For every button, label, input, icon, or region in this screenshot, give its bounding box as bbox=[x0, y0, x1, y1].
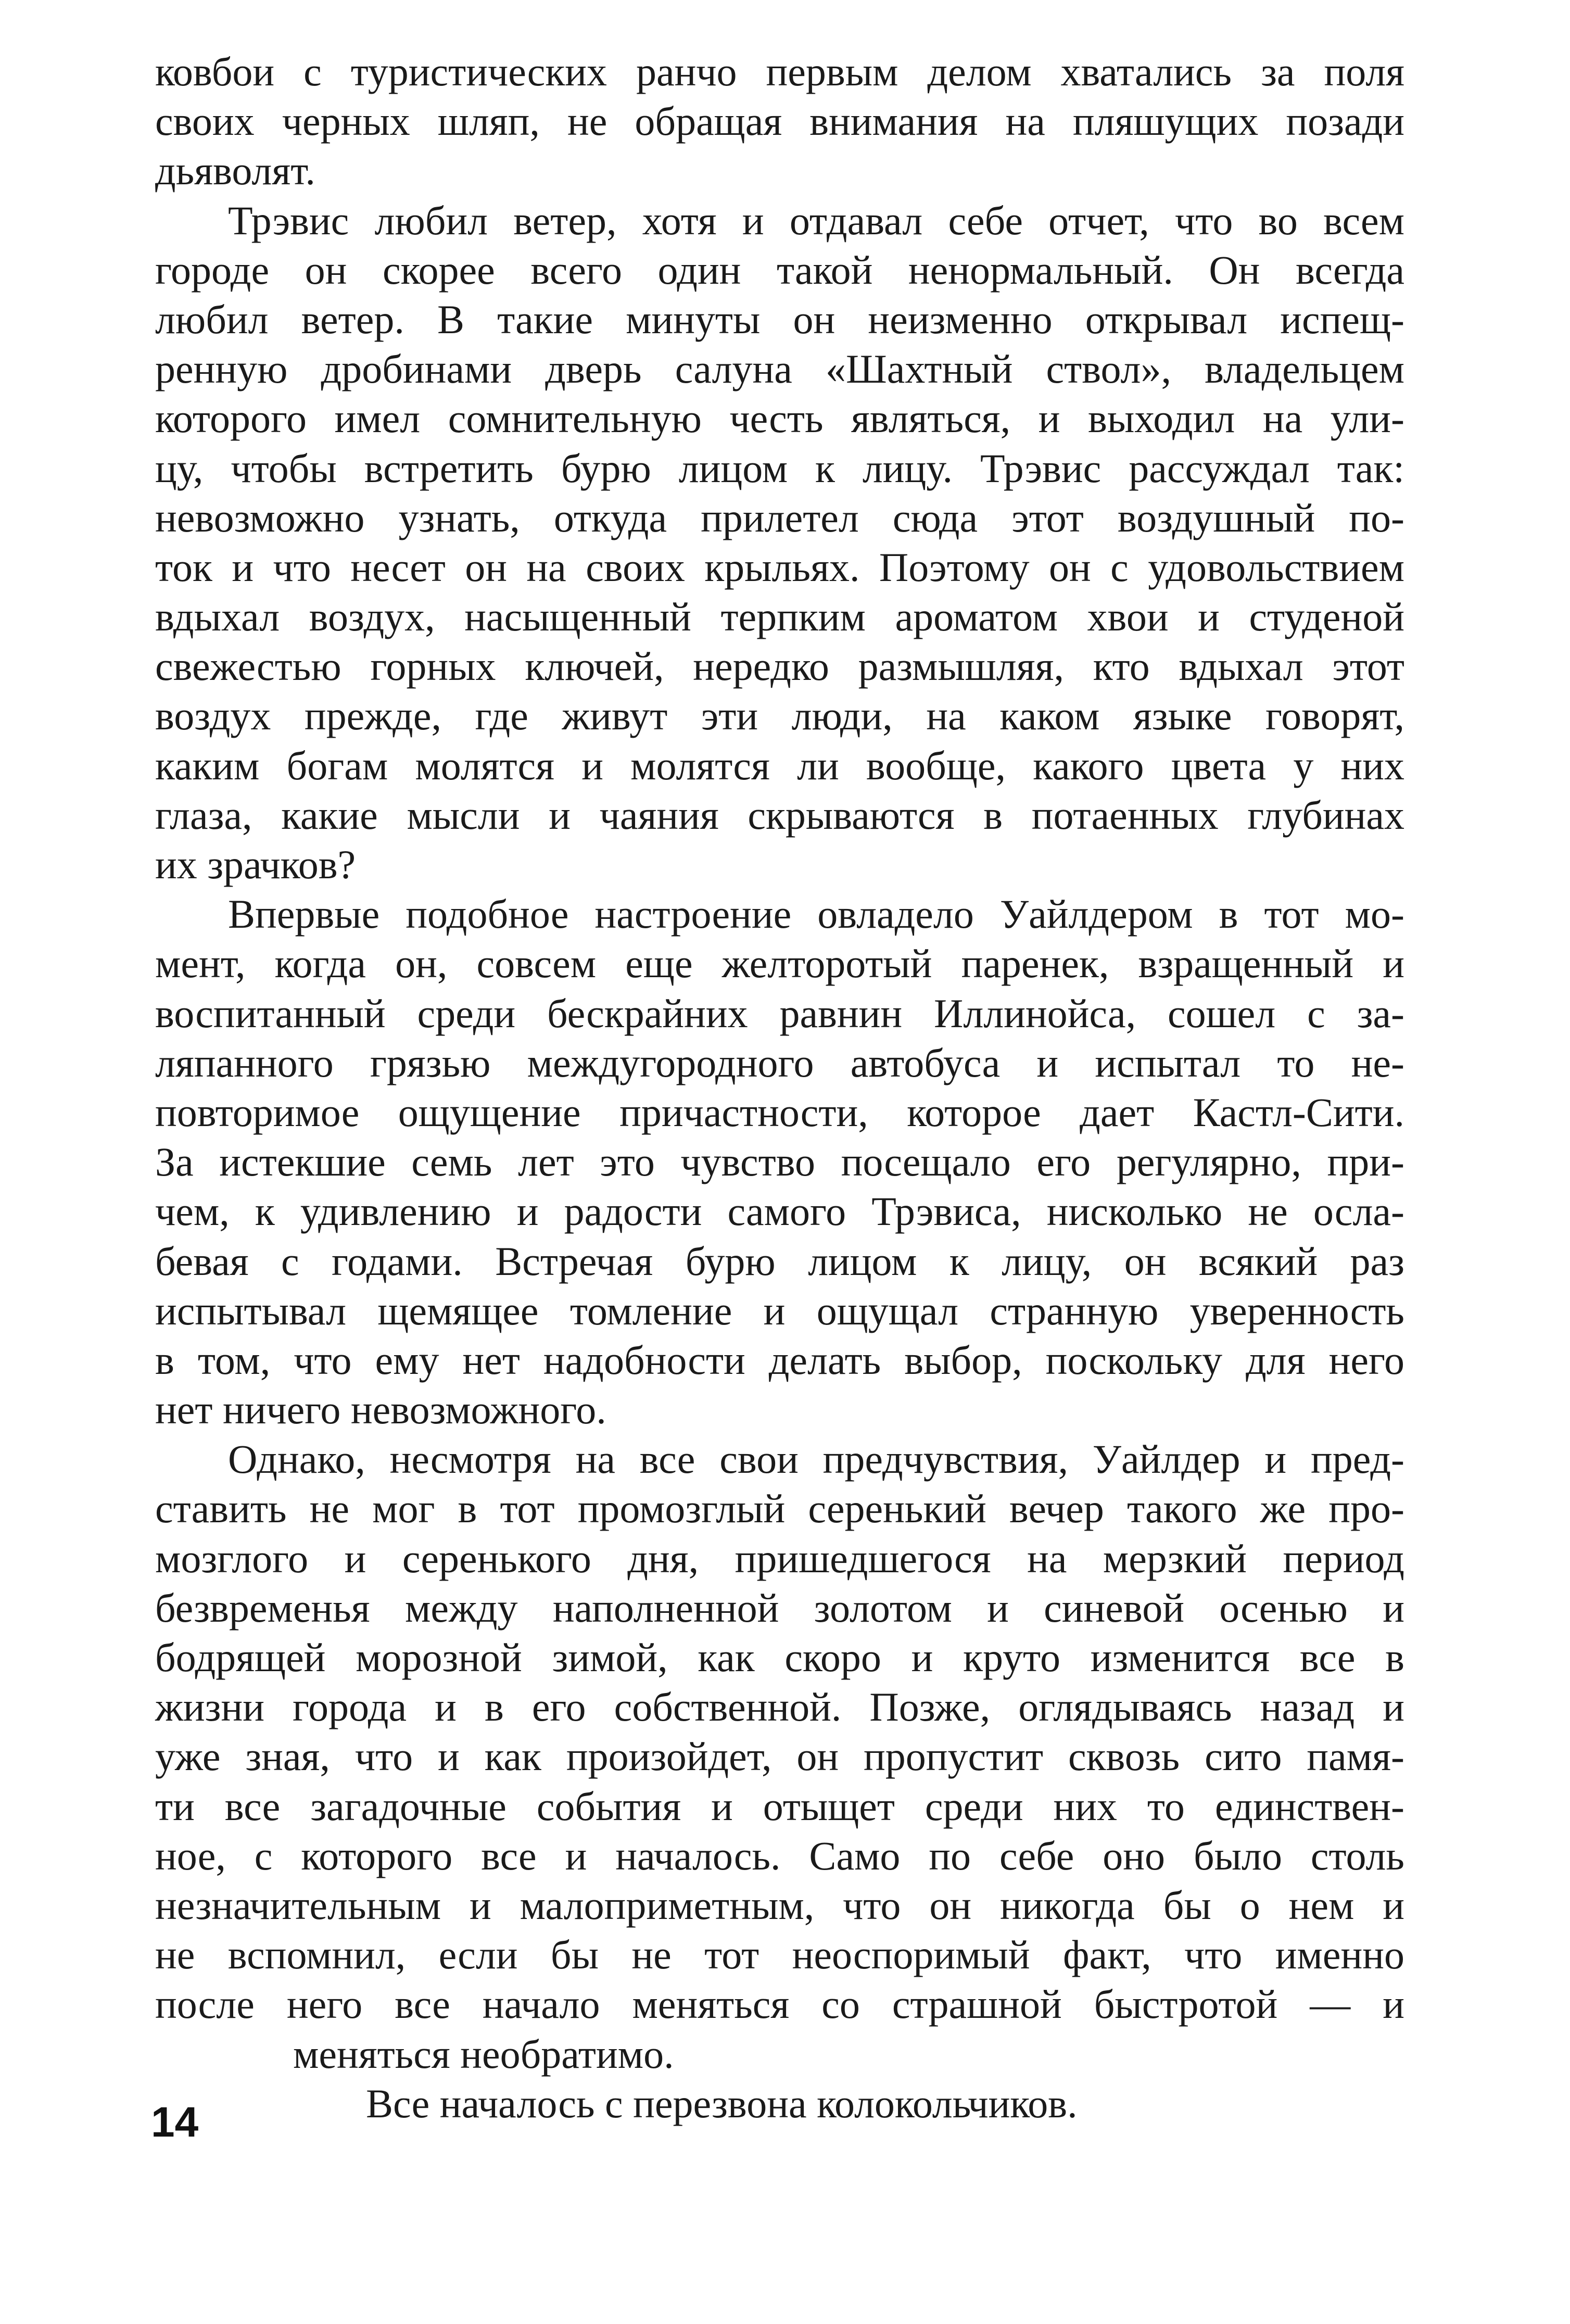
text-line: невозможно узнать, откуда прилетел сюда этот воздушный по- bbox=[155, 495, 1404, 540]
text-line: воспитанный среди бескрайних равнин Иллинойса, сошел с за- bbox=[155, 990, 1404, 1036]
text-line: Трэвис любил ветер, хотя и отдавал себе отчет, что во всем bbox=[228, 197, 1404, 243]
text-line: Впервые подобное настроение овладело Уайлдером в тот мо- bbox=[228, 891, 1404, 937]
text-line: незначительным и малоприметным, что он никогда бы о нем и bbox=[155, 1882, 1404, 1928]
text-line: безвременья между наполненной золотом и синевой осенью и bbox=[155, 1585, 1404, 1631]
text-line: ковбои с туристических ранчо первым делом хватались за поля bbox=[155, 49, 1404, 94]
text-line: ное, с которого все и началось. Само по себе оно было столь bbox=[155, 1833, 1404, 1878]
text-line: своих черных шляп, не обращая внимания на пляшущих позади bbox=[155, 98, 1404, 144]
text-line: испытывал щемящее томление и ощущал странную уверенность bbox=[155, 1287, 1404, 1333]
body-text bbox=[155, 47, 1404, 2128]
text-line: чем, к удивлению и радости самого Трэвиса, нисколько не осла- bbox=[155, 1189, 1404, 1234]
text-line: которого имел сомнительную честь являться, и выходил на ули- bbox=[155, 396, 1404, 441]
text-line: глаза, какие мысли и чаяния скрываются в потаенных глубинах bbox=[155, 792, 1404, 838]
text-line: нет ничего невозможного. bbox=[155, 1387, 606, 1433]
text-line: Все началось с перезвона колокольчиков. bbox=[366, 2080, 1078, 2126]
text-line: дьяволят. bbox=[155, 148, 315, 194]
text-line: жизни города и в его собственной. Позже, оглядываясь назад и bbox=[155, 1684, 1404, 1730]
text-line: повторимое ощущение причастности, которое дает Кастл-Сити. bbox=[155, 1089, 1404, 1135]
page-number: 14 bbox=[151, 2099, 199, 2146]
text-line: мозглого и серенького дня, пришедшегося на мерзкий период bbox=[155, 1535, 1404, 1581]
text-line: свежестью горных ключей, нередко размышляя, кто вдыхал этот bbox=[155, 643, 1404, 689]
text-line: их зрачков? bbox=[155, 842, 356, 887]
text-line: ляпанного грязью междугородного автобуса и испытал то не- bbox=[155, 1040, 1404, 1085]
text-line: уже зная, что и как произойдет, он пропустит сквозь сито памя- bbox=[155, 1734, 1404, 1779]
text-line: бевая с годами. Встречая бурю лицом к лицу, он всякий раз bbox=[155, 1238, 1404, 1284]
text-line: бодрящей морозной зимой, как скоро и круто изменится все в bbox=[155, 1635, 1404, 1680]
text-line: городе он скорее всего один такой ненормальный. Он всегда bbox=[155, 247, 1404, 293]
text-line: мент, когда он, совсем еще желторотый паренек, взращенный и bbox=[155, 941, 1404, 987]
text-line: ренную дробинами дверь салуна «Шахтный ствол», владельцем bbox=[155, 346, 1404, 392]
text-line: после него все начало меняться со страшной быстротой — и bbox=[155, 1981, 1404, 2027]
text-line: ставить не мог в тот промозглый серенький вечер такого же про- bbox=[155, 1486, 1404, 1532]
text-line: меняться необратимо. bbox=[293, 2031, 674, 2077]
text-line: ток и что несет он на своих крыльях. Поэтому он с удовольствием bbox=[155, 544, 1404, 590]
text-line: вдыхал воздух, насыщенный терпким ароматом хвои и студеной bbox=[155, 594, 1404, 640]
text-line: воздух прежде, где живут эти люди, на каком языке говорят, bbox=[155, 693, 1404, 739]
text-line: За истекшие семь лет это чувство посещало его регулярно, при- bbox=[155, 1139, 1404, 1185]
text-line: Однако, несмотря на все свои предчувствия, Уайлдер и пред- bbox=[228, 1436, 1404, 1482]
text-line: в том, что ему нет надобности делать выбор, поскольку для него bbox=[155, 1337, 1404, 1383]
text-line: не вспомнил, если бы не тот неоспоримый факт, что именно bbox=[155, 1932, 1404, 1978]
text-line: любил ветер. В такие минуты он неизменно открывал испещ- bbox=[155, 296, 1404, 342]
text-line: каким богам молятся и молятся ли вообще, какого цвета у них bbox=[155, 742, 1404, 788]
text-line: цу, чтобы встретить бурю лицом к лицу. Трэвис рассуждал так: bbox=[155, 445, 1404, 491]
text-line: ти все загадочные события и отыщет среди них то единствен- bbox=[155, 1783, 1404, 1829]
